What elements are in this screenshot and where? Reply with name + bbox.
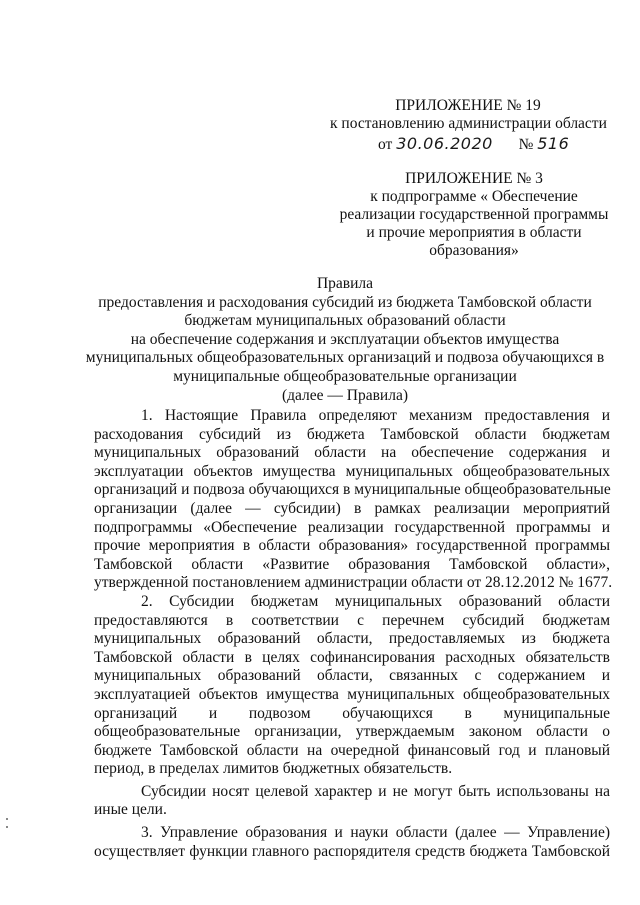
appendix-3-line-3: и прочие мероприятия в области [366,224,582,241]
appendix-3-block [336,170,612,260]
paragraph-4-line: 3. Управление образования и науки области (далее — Управление) [141,824,610,842]
paragraph-1-line: Тамбовской области «Развитие образования Тамбовской области», [94,555,610,573]
rules-title-line-5: муниципальные общеобразовательные организации [173,367,517,385]
appendix-3-line-1: к подпрограмме « Обеспечение [370,188,578,205]
paragraph-2-line: организаций и подвозом обучающихся в муниципальные [94,704,610,722]
appendix-19-title: ПРИЛОЖЕНИЕ № 19 [395,97,541,114]
paragraph-2-line: муниципальных образований области, связанных с содержанием и [94,667,610,685]
rules-heading: Правила [316,275,374,292]
paragraph-3-line: иные цели. [94,801,167,819]
appendix-19-block [330,97,606,156]
handwritten-date: 30.06.2020 [396,134,493,153]
appendix-3-line-4: образования» [429,242,519,259]
paragraph-2-line: 2. Субсидии бюджетам муниципальных образований области [141,592,610,610]
handwritten-number: 516 [537,134,570,153]
paragraph-1-line: расходования субсидий из бюджета Тамбовской области бюджетам [94,425,610,443]
paragraph-1 [94,407,613,593]
paragraph-2 [94,593,610,779]
appendix-19-date-line [330,133,606,156]
paragraph-2-line: Тамбовской области в целях софинансирования расходных обязательств [94,648,610,666]
paragraph-1-line: организаций и подвоза обучающихся в муниципальные общеобразовательные [94,481,611,499]
paragraph-2-line: бюджете Тамбовской области на очередной финансовый год и плановый [94,741,610,759]
rules-title-line-6: (далее — Правила) [281,386,409,404]
paragraph-1-line: утвержденной постановлением администрации области от 28.12.2012 № 1677. [94,574,613,592]
rules-title-line-3: на обеспечение содержания и эксплуатации объектов имущества [130,330,560,348]
paragraph-1-line: 1. Настоящие Правила определяют механизм предоставления и [141,407,610,424]
paragraph-2-line: муниципальных образований области, предоставляемых из бюджета [94,630,610,648]
appendix-3-line-2: реализации государственной программы [339,206,609,223]
paragraph-1-line: подпрограммы «Обеспечение реализации государственной программы и [94,518,610,536]
scan-mark [6,826,8,828]
paragraph-3 [94,783,610,820]
appendix-19-subtitle: к постановлению администрации области [330,115,607,132]
paragraph-4-line: осуществляет функции главного распорядителя средств бюджета Тамбовской [94,842,610,860]
paragraph-1-line: муниципальных образований области на обеспечение содержания и [94,444,610,462]
document-body [94,407,613,861]
rules-title-line-1: предоставления и расходования субсидий из бюджета Тамбовской области [98,293,592,311]
paragraph-1-line: эксплуатации объектов имущества муниципальных общеобразовательных [94,462,610,480]
appendix-3-title: ПРИЛОЖЕНИЕ № 3 [405,170,543,187]
rules-title-block [80,275,610,405]
paragraph-1-line: организации (далее — субсидии) в рамках реализации мероприятий [94,499,610,517]
paragraph-2-line: период, в пределах лимитов бюджетных обязательств. [94,760,453,778]
scan-mark [6,818,8,820]
rules-title-line-2: бюджетам муниципальных образований области [184,312,506,330]
number-prefix: № [518,136,534,153]
paragraph-2-line: общеобразовательные организации, утверждаемым законом области о [94,723,610,741]
paragraph-4 [94,824,610,861]
paragraph-3-line: Субсидии носят целевой характер и не могут быть использованы на [141,782,610,800]
date-prefix: от [378,136,393,153]
rules-title-line-4: муниципальных общеобразовательных организаций и подвоза обучающихся в [85,349,605,367]
paragraph-2-line: эксплуатацией объектов имущества муниципальных общеобразовательных [94,685,610,703]
paragraph-2-line: предоставляются в соответствии с перечнем субсидий бюджетам [94,611,610,629]
paragraph-1-line: прочие мероприятия в области образования» государственной программы [94,537,610,555]
